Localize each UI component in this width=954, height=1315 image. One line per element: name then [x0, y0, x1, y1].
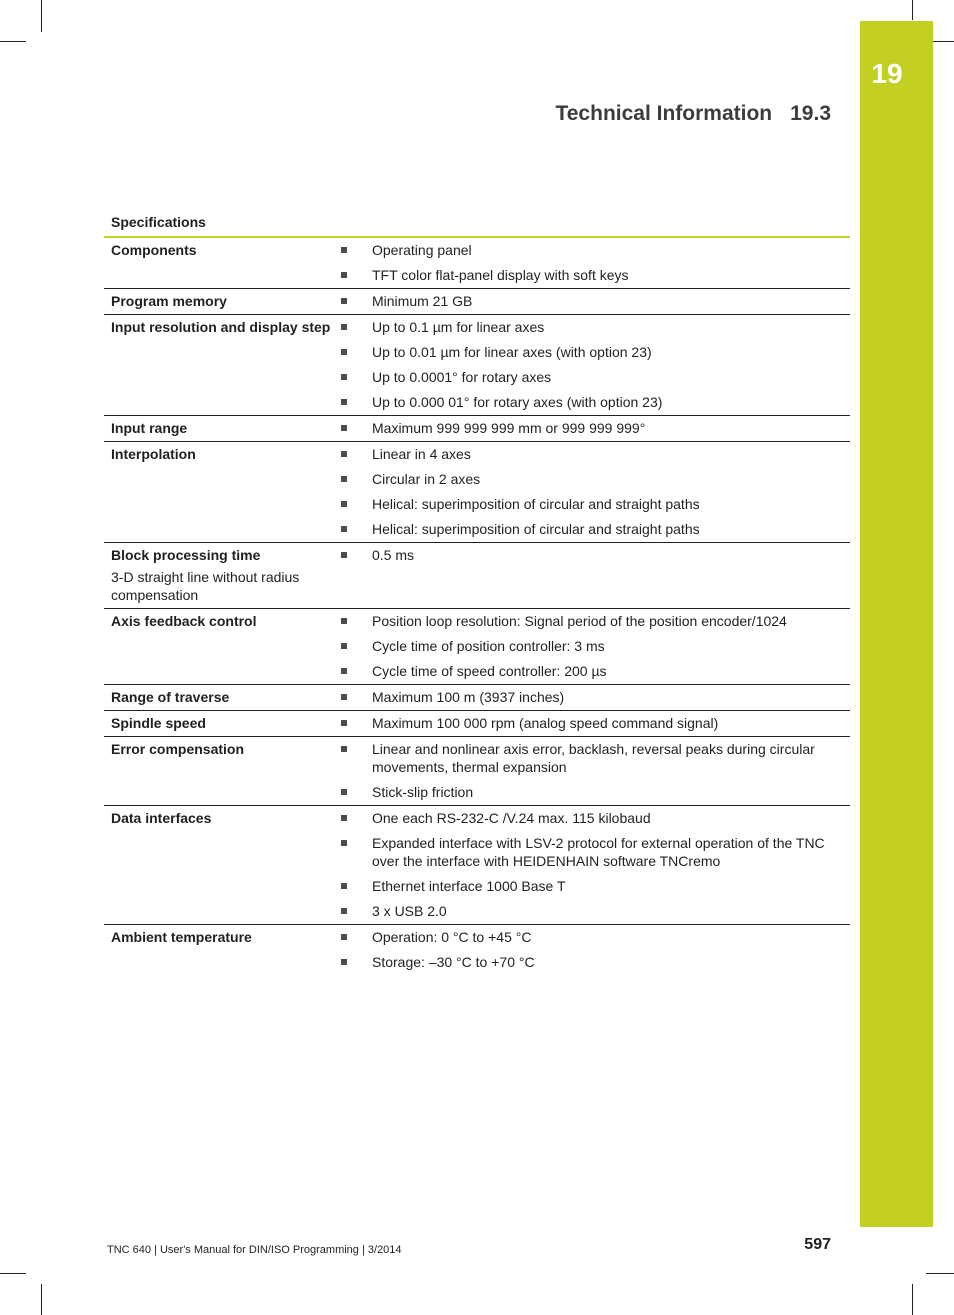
- spec-value-item: Maximum 100 m (3937 inches): [333, 688, 850, 706]
- spec-value-list: [333, 928, 850, 971]
- spec-value-item: Helical: superimposition of circular and straight paths: [333, 495, 850, 513]
- spec-value-item: One each RS-232-C /V.24 max. 115 kilobaud: [333, 809, 850, 827]
- spec-value-item: Operating panel: [333, 241, 850, 259]
- spec-values-cell: [333, 289, 850, 315]
- spec-values-cell: [333, 237, 850, 289]
- spec-label-cell: [104, 416, 333, 442]
- spec-label: Input range: [111, 420, 188, 436]
- spec-value-list: [333, 612, 850, 680]
- spec-label: Input resolution and display step: [111, 319, 331, 335]
- spec-value-list: [333, 419, 850, 437]
- spec-values-cell: [333, 609, 850, 685]
- spec-value-list: [333, 318, 850, 411]
- spec-row: [104, 609, 850, 685]
- spec-value-list: [333, 292, 850, 310]
- spec-value-list: [333, 688, 850, 706]
- spec-label-cell: [104, 289, 333, 315]
- crop-mark: [0, 41, 26, 42]
- footer-text: TNC 640 | User's Manual for DIN/ISO Programming | 3/2014: [107, 1244, 402, 1256]
- spec-label: Program memory: [111, 293, 227, 309]
- spec-values-cell: [333, 806, 850, 925]
- chapter-sidebar: [860, 21, 933, 1227]
- spec-value-list: [333, 546, 850, 564]
- spec-value-item: Operation: 0 °C to +45 °C: [333, 928, 850, 946]
- spec-label: Data interfaces: [111, 810, 212, 826]
- spec-row: [104, 925, 850, 976]
- spec-row: [104, 237, 850, 289]
- spec-value-item: Circular in 2 axes: [333, 470, 850, 488]
- spec-values-cell: [333, 737, 850, 806]
- spec-value-item: Up to 0.1 µm for linear axes: [333, 318, 850, 336]
- spec-value-item: Position loop resolution: Signal period of the position encoder/1024: [333, 612, 850, 630]
- spec-value-item: Linear in 4 axes: [333, 445, 850, 463]
- spec-value-item: Minimum 21 GB: [333, 292, 850, 310]
- spec-label: Spindle speed: [111, 715, 206, 731]
- spec-value-item: Cycle time of position controller: 3 ms: [333, 637, 850, 655]
- spec-label: Components: [111, 242, 197, 258]
- spec-values-cell: [333, 685, 850, 711]
- spec-label: Range of traverse: [111, 689, 230, 705]
- spec-row: [104, 685, 850, 711]
- spec-value-item: Helical: superimposition of circular and straight paths: [333, 520, 850, 538]
- chapter-number: 19: [871, 58, 903, 89]
- spec-value-item: Cycle time of speed controller: 200 µs: [333, 662, 850, 680]
- spec-value-item: TFT color flat-panel display with soft keys: [333, 266, 850, 284]
- spec-value-item: Stick-slip friction: [333, 783, 850, 801]
- spec-values-cell: [333, 543, 850, 609]
- spec-label-cell: [104, 315, 333, 416]
- spec-value-list: [333, 809, 850, 920]
- spec-value-item: Up to 0.0001° for rotary axes: [333, 368, 850, 386]
- spec-values-cell: [333, 925, 850, 976]
- spec-value-item: Linear and nonlinear axis error, backlash, reversal peaks during circular movements, thermal expansion: [333, 740, 850, 776]
- specifications-table: [104, 236, 850, 975]
- crop-mark: [0, 1273, 26, 1274]
- crop-mark: [912, 0, 913, 20]
- spec-value-item: Maximum 999 999 999 mm or 999 999 999°: [333, 419, 850, 437]
- spec-value-list: [333, 445, 850, 538]
- spec-row: [104, 737, 850, 806]
- spec-label-cell: [104, 806, 333, 925]
- spec-row: [104, 442, 850, 543]
- spec-value-list: [333, 714, 850, 732]
- spec-value-list: [333, 241, 850, 284]
- header-section: 19.3: [790, 102, 831, 125]
- spec-value-item: Ethernet interface 1000 Base T: [333, 877, 850, 895]
- spec-value-item: Storage: –30 °C to +70 °C: [333, 953, 850, 971]
- spec-label: Error compensation: [111, 741, 245, 757]
- spec-label-cell: [104, 442, 333, 543]
- spec-values-cell: [333, 711, 850, 737]
- crop-mark: [912, 1284, 913, 1315]
- spec-row: [104, 711, 850, 737]
- spec-values-cell: [333, 315, 850, 416]
- spec-label-cell: [104, 711, 333, 737]
- spec-label-cell: [104, 685, 333, 711]
- spec-label-cell: [104, 543, 333, 609]
- spec-label-cell: [104, 609, 333, 685]
- crop-mark: [41, 0, 42, 32]
- header-title: Technical Information: [555, 102, 773, 125]
- spec-row: [104, 289, 850, 315]
- spec-value-item: Expanded interface with LSV-2 protocol for external operation of the TNC over the interface with HEIDENHAIN software TNCremo: [333, 834, 850, 870]
- spec-value-item: Up to 0.01 µm for linear axes (with option 23): [333, 343, 850, 361]
- table-title: Specifications: [111, 214, 206, 230]
- spec-label-cell: [104, 737, 333, 806]
- spec-label: Axis feedback control: [111, 613, 257, 629]
- spec-label-cell: [104, 237, 333, 289]
- page-number: 597: [804, 1236, 831, 1253]
- crop-mark: [926, 1273, 954, 1274]
- spec-row: [104, 806, 850, 925]
- spec-row: [104, 543, 850, 609]
- spec-label: Interpolation: [111, 446, 196, 462]
- spec-row: [104, 315, 850, 416]
- spec-value-item: Up to 0.000 01° for rotary axes (with option 23): [333, 393, 850, 411]
- spec-row: [104, 416, 850, 442]
- spec-value-item: 3 x USB 2.0: [333, 902, 850, 920]
- spec-value-item: 0.5 ms: [333, 546, 850, 564]
- spec-label: Block processing time: [111, 547, 261, 563]
- spec-value-item: Maximum 100 000 rpm (analog speed command signal): [333, 714, 850, 732]
- spec-values-cell: [333, 442, 850, 543]
- spec-value-list: [333, 740, 850, 801]
- crop-mark: [41, 1284, 42, 1315]
- spec-values-cell: [333, 416, 850, 442]
- spec-sublabel: 3-D straight line without radius compensation: [111, 569, 300, 603]
- spec-label: Ambient temperature: [111, 929, 252, 945]
- spec-label-cell: [104, 925, 333, 976]
- page-header: [555, 102, 831, 126]
